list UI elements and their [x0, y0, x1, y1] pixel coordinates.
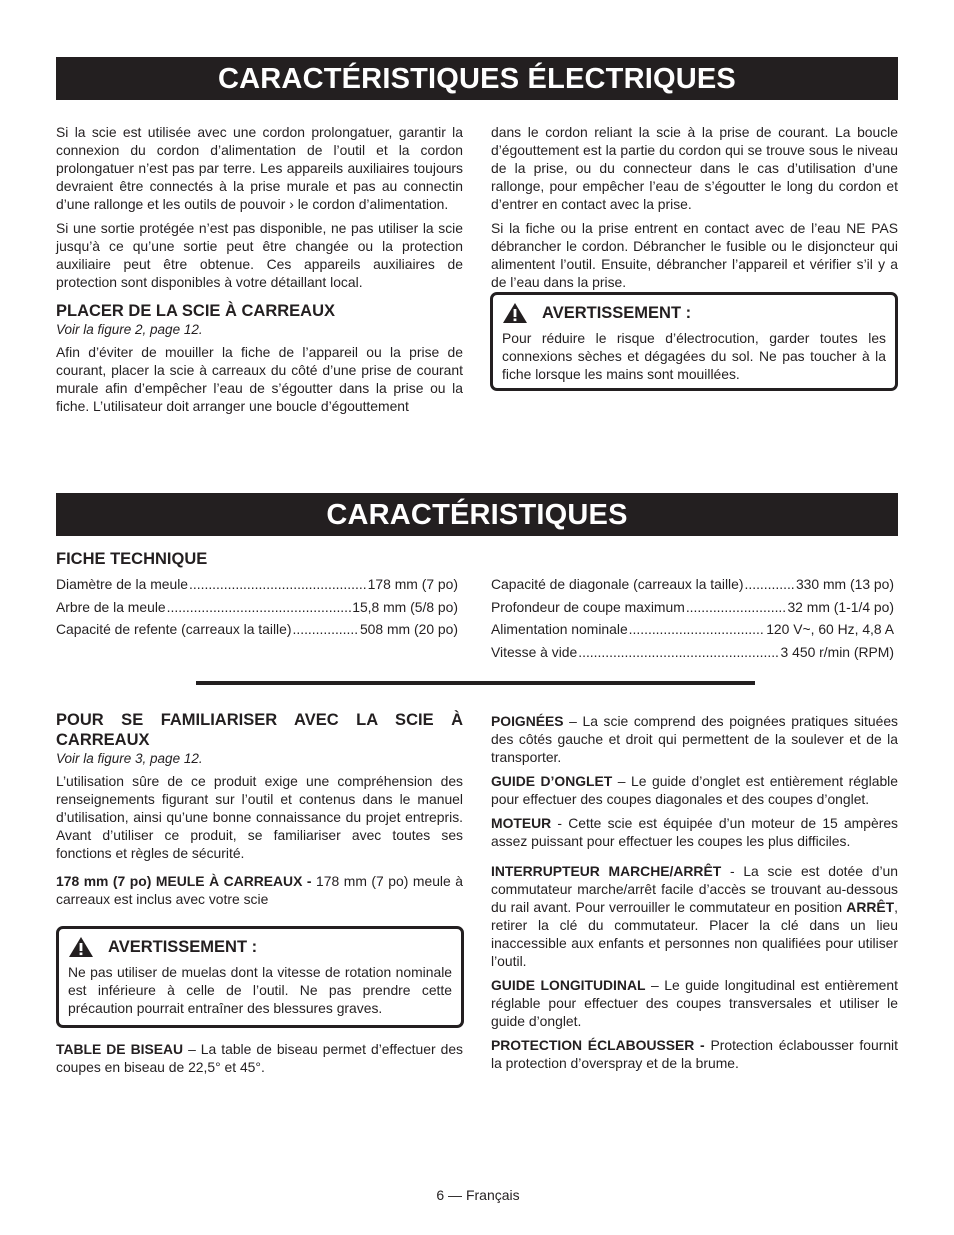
term-text: – La scie comprend des poignées pratiques situées des côtés gauche et droit qui permettent de la soulever et de la transporter. [491, 713, 898, 765]
warning-text: Pour réduire le risque d’électrocution, garder toutes les connexions sèches et dégagées du sol. Ne pas toucher à la fiche lorsque les mains sont mouillées. [502, 330, 886, 382]
spec-label: Capacité de diagonale (carreaux la taille) [491, 576, 744, 592]
spec-row [491, 573, 894, 596]
term-interrupteur: INTERRUPTEUR MARCHE/ARRÊT [491, 863, 722, 879]
spec-row [491, 641, 894, 664]
left-column-familiarize [56, 710, 463, 914]
term-arret: ARRÊT [846, 899, 895, 915]
paragraph-interrupteur [491, 862, 898, 970]
term-text: - Cette scie est équipée d’un moteur de 15 ampères assez puissant pour effectuer les coupes les plus difficiles. [491, 815, 898, 849]
term-text: – Le guide longitudinal est entièrement réglable pour effectuer des coupes transversales et utiliser le guide d’onglet. [491, 977, 898, 1029]
term-text: – La table de biseau permet d’effectuer des coupes en biseau de 22,5° et 45°. [56, 1041, 464, 1075]
heading-fiche-technique: FICHE TECHNIQUE [56, 550, 208, 568]
spec-value: 508 mm (20 po) [359, 621, 458, 637]
heading-placer: PLACER DE LA SCIE À CARREAUX [56, 302, 335, 320]
page-footer [0, 1187, 954, 1203]
warning-text: Ne pas utiliser de muelas dont la vitesse de rotation nominale est inférieure à celle de l’outil. Ne pas prendre cette précaution pourrait entraîner des blessures graves. [68, 964, 452, 1016]
leader-dots [167, 596, 352, 619]
spec-row [491, 618, 894, 641]
spec-row [56, 618, 458, 641]
paragraph: Si la fiche ou la prise entrent en contact avec de l’eau NE PAS débrancher le cordon. Débrancher le fusible ou le disjoncteur qui alimentent l’outil. Ensuite, débrancher l’appareil et vérifier s’il y a de l’eau dans la prise. [491, 220, 898, 290]
paragraph-guide-onglet [491, 772, 898, 808]
spec-label: Alimentation nominale [491, 621, 628, 637]
warning-title: AVERTISSEMENT : [108, 937, 258, 956]
spec-value: 178 mm (7 po) [367, 576, 458, 592]
warning-box-muelas [56, 926, 464, 1028]
section-title-electrical: CARACTÉRISTIQUES ÉLECTRIQUES [56, 57, 898, 100]
paragraph: L’utilisation sûre de ce produit exige une compréhension des renseignements figurant sur l’outil et contenus dans le manuel d’utilisation, ainsi qu’une bonne connaissance du projet entrepris. Avant d’utiliser ce produit, se familiariser avec toutes ses fonctions et règles de sécurité. [56, 773, 463, 861]
paragraph-guide-longitudinal [491, 976, 898, 1030]
table-biseau-block [56, 1040, 463, 1082]
fiche-technique-heading-wrap [56, 549, 463, 569]
spec-value: 3 450 r/min (RPM) [780, 643, 894, 660]
page-number: 6 — Français [436, 1187, 520, 1203]
paragraph-meule [56, 872, 463, 908]
spec-label: Arbre de la meule [56, 598, 166, 615]
leader-dots [293, 618, 359, 641]
warning-triangle-icon [68, 936, 94, 958]
term-text: 178 mm (7 po) meule à carreaux est inclus avec votre scie [56, 873, 463, 907]
paragraph-poignees [491, 712, 898, 766]
leader-dots [578, 641, 779, 664]
section-title-specifications: CARACTÉRISTIQUES [56, 493, 898, 536]
paragraph: Si une sortie protégée n’est pas disponible, ne pas utiliser la scie jusqu’à ce qu’une sortie peut être changée ou la protection auxiliaire peut être obtenue. Ces appareils auxiliaires de protection sont disponibles à votre détaillant local. [56, 220, 463, 290]
paragraph: Afin d’éviter de mouiller la fiche de l’appareil ou la prise de courant, placer la scie à carreaux du côté d’une prise de courant murale afin d’empêcher l’eau de s’égoutter dans la prise ou la fiche. L’utilisateur doit arranger une boucle d’égouttement [56, 344, 463, 414]
term-moteur: MOTEUR [491, 815, 552, 831]
right-column-familiarize [491, 712, 898, 1078]
specs-left [56, 573, 458, 641]
spec-label: Profondeur de coupe maximum [491, 598, 685, 615]
leader-dots [745, 573, 795, 596]
paragraph: Si la scie est utilisée avec une cordon prolongatuer, garantir la connexion du cordon d’alimentation de l’outil et la cordon prolongatuer n’est pas par terre. Les appareils auxiliaires toujours devraient être connectés à la prise murale et pas au connectin d’une rallonge et les outils de pouvoir › le cordon d’alimentation. [56, 124, 463, 212]
spec-value: 32 mm (1-1/4 po) [787, 598, 894, 615]
term-text: , retirer la clé du commutateur. Placer la clé dans un lieu inaccessible aux enfants et personnes non qualifiées pour utiliser l’outil. [491, 899, 898, 969]
term-table: TABLE DE BISEAU [56, 1041, 184, 1057]
figure-reference: Voir la figure 3, page 12. [56, 751, 203, 766]
divider-rule [196, 681, 755, 685]
term-text: - La scie est dotée d’un commutateur marche/arrêt facile d’accès se trouvant au-dessous du rail avant. Pour verrouiller le commutateur en position [491, 863, 898, 915]
spec-label: Capacité de refente (carreaux la taille) [56, 621, 292, 637]
term-text: – Le guide d’onglet est entièrement réglable pour effectuer des coupes diagonales et des coupes d’onglet. [491, 773, 898, 807]
paragraph-protection [491, 1036, 898, 1072]
warning-box-electrocution [490, 292, 898, 391]
spec-row [56, 573, 458, 596]
spec-label: Diamètre de la meule [56, 576, 189, 592]
leader-dots [189, 573, 367, 596]
term-guide-longitudinal: GUIDE LONGITUDINAL [491, 977, 646, 993]
leader-dots [686, 596, 787, 619]
term-text: Protection éclabousser fournit la protection d’overspray et de la brume. [491, 1037, 898, 1071]
paragraph-moteur [491, 814, 898, 850]
spec-value: 120 V~, 60 Hz, 4,8 A [766, 621, 894, 637]
spec-row [56, 596, 458, 619]
warning-title: AVERTISSEMENT : [542, 303, 692, 322]
paragraph: dans le cordon reliant la scie à la prise de courant. La boucle d’égouttement est la partie du cordon qui se trouve sous le niveau de la prise, ou du connecteur dans le cas d’utilisation d’une rallonge, pour empêcher l’eau de s’égoutter le long du cordon et d’entrer en contact avec la prise. [491, 124, 898, 212]
spec-label: Vitesse à vide [491, 643, 578, 660]
spec-value: 330 mm (13 po) [795, 576, 894, 592]
specs-right [491, 573, 894, 663]
right-column-electrical [491, 123, 898, 297]
warning-triangle-icon [502, 302, 528, 324]
term-protection: PROTECTION ÉCLABOUSSER - [491, 1037, 705, 1053]
leader-dots [629, 618, 766, 641]
left-column-electrical [56, 123, 463, 421]
heading-familiarize: POUR SE FAMILIARISER AVEC LA SCIE À CARREAUX [56, 711, 463, 749]
paragraph-table [56, 1040, 463, 1076]
figure-reference: Voir la figure 2, page 12. [56, 322, 203, 337]
spec-value: 15,8 mm (5/8 po) [352, 598, 458, 615]
term-meule: 178 mm (7 po) MEULE À CARREAUX - [56, 873, 312, 889]
term-guide-onglet: GUIDE D’ONGLET [491, 773, 613, 789]
spec-row [491, 596, 894, 619]
term-poignees: POIGNÉES [491, 713, 564, 729]
